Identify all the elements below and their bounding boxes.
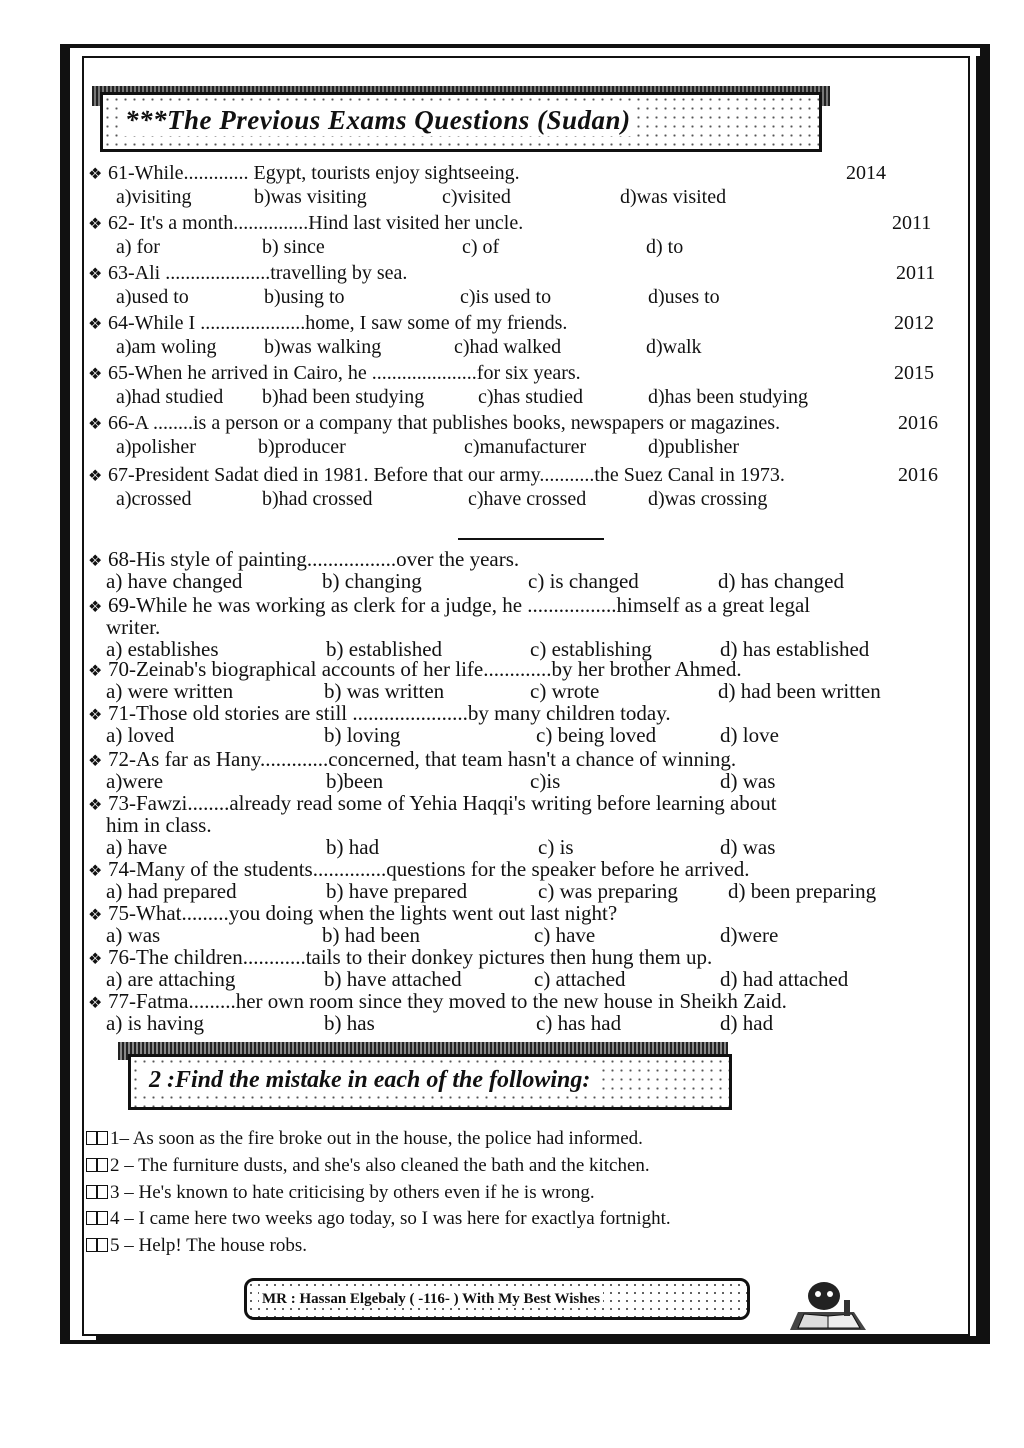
question-text: 66-A ........is a person or a company that publishes books, newspapers or magazines. xyxy=(108,412,781,434)
answer-option: a) were written xyxy=(106,679,234,703)
question-text: 75-What.........you doing when the lights went out last night? xyxy=(108,901,618,925)
question-text: 70-Zeinab's biographical accounts of her life.............by her brother Ahmed. xyxy=(108,657,742,681)
answer-option: a) had prepared xyxy=(106,879,237,903)
footer-text: MR : Hassan Elgebaly ( -116- ) With My Best Wishes xyxy=(259,1291,603,1308)
question-continuation: him in class. xyxy=(106,813,212,837)
section-title-box xyxy=(100,92,822,152)
question-year: 2014 xyxy=(846,162,886,184)
answer-option: b)was walking xyxy=(264,336,382,358)
answer-option: b) established xyxy=(326,637,443,661)
question-line xyxy=(88,312,567,336)
question-text: 61-While............. Egypt, tourists enjoy sightseeing. xyxy=(108,162,520,184)
question-year: 2015 xyxy=(894,362,934,384)
answer-option: a) have xyxy=(106,835,168,859)
answer-option: b)using to xyxy=(264,286,345,308)
answer-option: a) is having xyxy=(106,1011,204,1035)
bullet-diamond-icon: ❖ xyxy=(88,951,103,968)
bullet-diamond-icon: ❖ xyxy=(88,663,103,680)
page-title: ***The Previous Exams Questions (Sudan) xyxy=(119,105,637,136)
bullet-diamond-icon: ❖ xyxy=(88,416,103,433)
bullet-diamond-icon: ❖ xyxy=(88,599,103,616)
bullet-diamond-icon: ❖ xyxy=(88,266,103,283)
answer-option: d) was xyxy=(720,769,776,793)
answer-option: c) was preparing xyxy=(538,879,678,903)
question-text: 77-Fatma.........her own room since they moved to the new house in Sheikh Zaid. xyxy=(108,989,787,1013)
answer-option: d) had xyxy=(720,1011,774,1035)
answer-option: d) had been written xyxy=(718,679,881,703)
answer-option: d) to xyxy=(646,236,684,258)
answer-option: d) has changed xyxy=(718,569,844,593)
bullet-diamond-icon: ❖ xyxy=(88,468,103,485)
question-line xyxy=(88,262,407,286)
mistake-text: 2 – The furniture dusts, and she's also cleaned the bath and the kitchen. xyxy=(110,1155,650,1176)
mistake-text: 1– As soon as the fire broke out in the house, the police had informed. xyxy=(110,1128,643,1149)
answer-option: c) being loved xyxy=(536,723,657,747)
answer-option: b) loving xyxy=(324,723,401,747)
question-text: 73-Fawzi........already read some of Yehia Haqqi's writing before learning about xyxy=(108,791,777,815)
answer-option: a) for xyxy=(116,236,160,258)
answer-option: d)publisher xyxy=(648,436,740,458)
question-line xyxy=(88,412,780,436)
mistake-text: 5 – Help! The house robs. xyxy=(110,1235,308,1256)
section2-title: 2 :Find the mistake in each of the following: xyxy=(143,1067,596,1094)
mistake-item xyxy=(86,1235,307,1257)
footer-box xyxy=(244,1278,750,1320)
answer-option: a) are attaching xyxy=(106,967,236,991)
answer-option: a)used to xyxy=(116,286,189,308)
answer-option: b) had xyxy=(326,835,380,859)
answer-option: a)were xyxy=(106,769,164,793)
answer-option: a) was xyxy=(106,923,161,947)
bullet-diamond-icon: ❖ xyxy=(88,316,103,333)
question-text: 69-While he was working as clerk for a judge, he .................himself as a great legal xyxy=(108,593,811,617)
question-line xyxy=(88,362,581,386)
question-text: 64-While I .....................home, I saw some of my friends. xyxy=(108,312,568,334)
answer-option: a) establishes xyxy=(106,637,219,661)
bullet-diamond-icon: ❖ xyxy=(88,863,103,880)
question-line xyxy=(88,212,523,236)
question-text: 65-When he arrived in Cairo, he .....................for six years. xyxy=(108,362,581,384)
answer-option: d) was xyxy=(720,835,776,859)
reading-mascot-icon xyxy=(784,1276,874,1338)
answer-option: d) had attached xyxy=(720,967,849,991)
answer-option: b) changing xyxy=(322,569,422,593)
book-icon xyxy=(86,1211,108,1225)
question-year: 2011 xyxy=(896,262,936,284)
answer-option: a)polisher xyxy=(116,436,196,458)
answer-option: b) since xyxy=(262,236,325,258)
answer-option: b)was visiting xyxy=(254,186,367,208)
answer-option: a)am woling xyxy=(116,336,217,358)
question-line xyxy=(88,162,520,186)
answer-option: c)manufacturer xyxy=(464,436,587,458)
book-icon xyxy=(86,1238,108,1252)
answer-option: d)were xyxy=(720,923,779,947)
answer-option: c)is xyxy=(530,769,561,793)
mistake-text: 4 – I came here two weeks ago today, so I was here for exactlya fortnight. xyxy=(110,1208,671,1229)
answer-option: a) loved xyxy=(106,723,175,747)
answer-option: b)had been studying xyxy=(262,386,425,408)
mistake-item xyxy=(86,1155,650,1177)
answer-option: c) attached xyxy=(534,967,626,991)
answer-option: d)was crossing xyxy=(648,488,768,510)
bullet-diamond-icon: ❖ xyxy=(88,797,103,814)
answer-option: d) love xyxy=(720,723,779,747)
book-icon xyxy=(86,1158,108,1172)
question-text: 62- It's a month...............Hind last visited her uncle. xyxy=(108,212,524,234)
book-icon xyxy=(86,1131,108,1145)
answer-option: c)have crossed xyxy=(468,488,587,510)
answer-option: c) is xyxy=(538,835,574,859)
answer-option: c) wrote xyxy=(530,679,600,703)
answer-option: c) is changed xyxy=(528,569,639,593)
book-icon xyxy=(86,1185,108,1199)
answer-option: d)was visited xyxy=(620,186,727,208)
mistake-item xyxy=(86,1182,595,1204)
answer-option: d) has established xyxy=(720,637,870,661)
bullet-diamond-icon: ❖ xyxy=(88,707,103,724)
question-continuation: writer. xyxy=(106,615,161,639)
mistake-item xyxy=(86,1208,671,1230)
mistake-text: 3 – He's known to hate criticising by others even if he is wrong. xyxy=(110,1182,595,1203)
bullet-diamond-icon: ❖ xyxy=(88,216,103,233)
section2-title-box xyxy=(128,1054,732,1110)
answer-option: c)visited xyxy=(442,186,511,208)
answer-option: b) has xyxy=(324,1011,375,1035)
answer-option: c)is used to xyxy=(460,286,552,308)
bullet-diamond-icon: ❖ xyxy=(88,366,103,383)
answer-option: b) have prepared xyxy=(326,879,468,903)
section-divider xyxy=(458,538,604,540)
question-line xyxy=(88,594,810,619)
question-text: 74-Many of the students..............questions for the speaker before he arrived. xyxy=(108,857,750,881)
mistake-item xyxy=(86,1128,643,1150)
question-text: 63-Ali .....................travelling by sea. xyxy=(108,262,408,284)
question-line xyxy=(88,464,785,488)
answer-option: b)producer xyxy=(258,436,346,458)
answer-option: b)been xyxy=(326,769,384,793)
question-year: 2011 xyxy=(892,212,932,234)
bullet-diamond-icon: ❖ xyxy=(88,995,103,1012)
page-frame-shadow-right xyxy=(976,56,984,1344)
answer-option: c)had walked xyxy=(454,336,562,358)
answer-option: b) had been xyxy=(322,923,420,947)
question-text: 68-His style of painting.................over the years. xyxy=(108,547,520,571)
answer-option: c) has had xyxy=(536,1011,622,1035)
answer-option: d) been preparing xyxy=(728,879,877,903)
answer-option: b) was written xyxy=(324,679,445,703)
answer-option: c) establishing xyxy=(530,637,652,661)
answer-option: a)crossed xyxy=(116,488,192,510)
answer-option: a)visiting xyxy=(116,186,192,208)
question-line xyxy=(88,748,736,773)
question-year: 2016 xyxy=(898,464,938,486)
answer-option: d)uses to xyxy=(648,286,720,308)
bullet-diamond-icon: ❖ xyxy=(88,166,103,183)
bullet-diamond-icon: ❖ xyxy=(88,553,103,570)
answer-option: c) have xyxy=(534,923,596,947)
question-text: 72-As far as Hany.............concerned, that team hasn't a chance of winning. xyxy=(108,747,737,771)
answer-option: c) of xyxy=(462,236,500,258)
answer-option: b)had crossed xyxy=(262,488,373,510)
bullet-diamond-icon: ❖ xyxy=(88,753,103,770)
question-text: 76-The children............tails to their donkey pictures then hung them up. xyxy=(108,945,713,969)
answer-option: a) have changed xyxy=(106,569,243,593)
question-text: 71-Those old stories are still ......................by many children today. xyxy=(108,701,671,725)
answer-option: d)walk xyxy=(646,336,702,358)
answer-option: b) have attached xyxy=(324,967,462,991)
answer-option: c)has studied xyxy=(478,386,583,408)
bullet-diamond-icon: ❖ xyxy=(88,907,103,924)
question-text: 67-President Sadat died in 1981. Before that our army...........the Suez Canal in 1973. xyxy=(108,464,785,486)
answer-option: a)had studied xyxy=(116,386,224,408)
answer-option: d)has been studying xyxy=(648,386,808,408)
question-year: 2016 xyxy=(898,412,938,434)
question-year: 2012 xyxy=(894,312,934,334)
